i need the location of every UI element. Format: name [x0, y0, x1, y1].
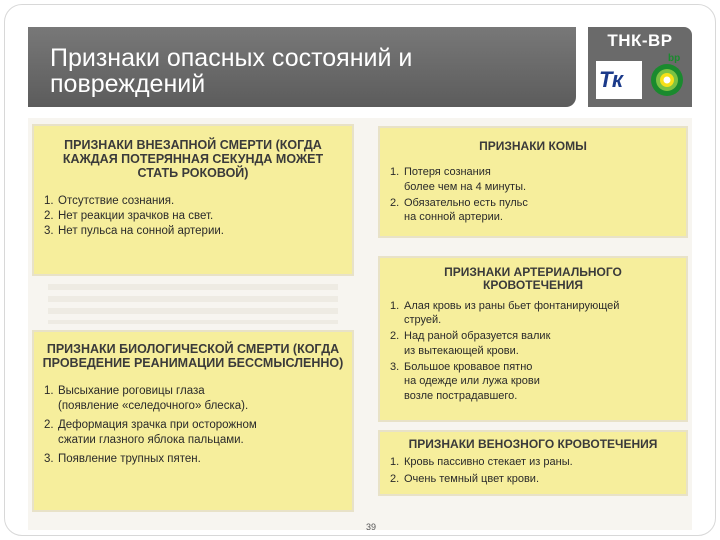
bp-logo-text: bp	[668, 53, 681, 64]
card-list	[380, 299, 686, 403]
bp-helios-icon	[650, 63, 684, 97]
card-list	[34, 194, 352, 239]
tnk-logo-text: Тк	[599, 67, 624, 92]
list-item: 2. Нет реакции зрачков на свет.	[44, 209, 214, 222]
card-biological-death	[32, 330, 354, 512]
card-venous-bleeding	[378, 430, 688, 496]
list-item: 1. Высыхание роговицы глаза (появление «селедочного» блеска).	[44, 385, 249, 412]
list-item: 3. Появление трупных пятен.	[44, 452, 201, 465]
list-item: 2. Деформация зрачка при осторожном сжатии глазного яблока пальцами.	[44, 418, 257, 446]
list-item: 1. Потеря сознания более чем на 4 минуты.	[390, 166, 527, 193]
list-item: 1. Алая кровь из раны бьет фонтанирующей струей.	[390, 299, 620, 327]
list-item: 1. Отсутствие сознания.	[44, 195, 175, 207]
faded-text	[48, 284, 338, 324]
tnk-logo-icon	[596, 61, 642, 99]
card-arterial-bleeding	[378, 256, 688, 422]
card-title: ПРИЗНАКИ ВЕНОЗНОГО КРОВОТЕЧЕНИЯ	[408, 437, 658, 451]
card-list	[380, 165, 686, 224]
document-image	[28, 118, 692, 530]
company-logo	[588, 27, 692, 107]
list-item: 1. Кровь пассивно стекает из раны.	[390, 456, 573, 469]
card-title: ПРИЗНАКИ ВНЕЗАПНОЙ СМЕРТИ (КОГДА КАЖДАЯ ПОТЕРЯННАЯ СЕКУНДА МОЖЕТ СТАТЬ РОКОВОЙ)	[62, 138, 324, 180]
card-title: ПРИЗНАКИ КОМЫ	[479, 139, 587, 153]
list-item: 3. Нет пульса на сонной артерии.	[44, 224, 224, 237]
list-item: 2. Над раной образуется валик из вытекающей крови.	[390, 330, 551, 357]
list-item: 3. Большое кровавое пятно на одежде или лужа крови возле пострадавшего.	[390, 361, 540, 402]
card-coma	[378, 126, 688, 238]
title-bar	[28, 27, 576, 107]
card-title: ПРИЗНАКИ АРТЕРИАЛЬНОГО КРОВОТЕЧЕНИЯ	[444, 265, 622, 293]
card-title: ПРИЗНАКИ БИОЛОГИЧЕСКОЙ СМЕРТИ (КОГДА ПРОВЕДЕНИЕ РЕАНИМАЦИИ БЕССМЫСЛЕННО)	[42, 342, 344, 370]
list-item: 2. Обязательно есть пульс на сонной артерии.	[390, 197, 528, 224]
page-title: Признаки опасных состояний и повреждений	[50, 44, 413, 98]
card-sudden-death	[32, 124, 354, 276]
logo-company-name: ТНК-ВР	[607, 31, 673, 50]
page-number: 39	[366, 522, 377, 532]
card-list	[34, 384, 352, 467]
list-item: 2. Очень темный цвет крови.	[390, 472, 540, 485]
card-list	[380, 455, 686, 486]
